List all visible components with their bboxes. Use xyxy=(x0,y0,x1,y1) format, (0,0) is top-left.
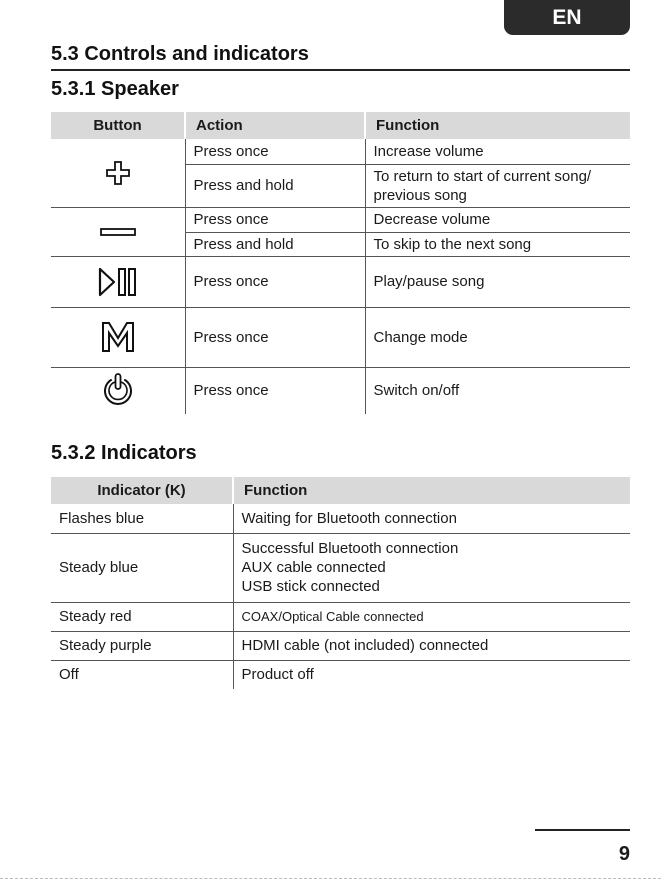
indicators-table-header xyxy=(51,477,630,504)
action-cell: Press once xyxy=(185,139,365,164)
function-cell: To return to start of current song/ previous song xyxy=(365,164,630,207)
table-row xyxy=(51,307,630,367)
function-cell: Decrease volume xyxy=(365,207,630,232)
function-cell: To skip to the next song xyxy=(365,232,630,256)
function-cell: Waiting for Bluetooth connection xyxy=(233,504,630,533)
button-cell xyxy=(51,307,185,367)
speaker-controls-table xyxy=(51,112,630,414)
function-cell: Product off xyxy=(233,660,630,689)
minus-icon xyxy=(99,226,137,238)
function-cell: HDMI cable (not included) connected xyxy=(233,631,630,660)
indicator-cell: Steady purple xyxy=(51,631,233,660)
action-cell: Press and hold xyxy=(185,232,365,256)
table-row xyxy=(51,367,630,414)
button-cell xyxy=(51,139,185,207)
footer-rule xyxy=(535,829,630,831)
header-function: Function xyxy=(233,477,630,504)
function-cell: Play/pause song xyxy=(365,256,630,307)
page-edge-dashes xyxy=(0,878,661,880)
action-cell: Press and hold xyxy=(185,164,365,207)
play-pause-icon xyxy=(97,267,139,297)
action-cell: Press once xyxy=(185,256,365,307)
indicator-cell: Off xyxy=(59,666,79,684)
button-cell xyxy=(51,367,185,414)
table-row xyxy=(51,504,630,533)
function-cell: COAX/Optical Cable connected xyxy=(233,602,630,631)
table-row xyxy=(51,660,630,689)
button-cell xyxy=(51,256,185,307)
header-function: Function xyxy=(365,112,630,139)
action-cell: Press once xyxy=(185,207,365,232)
indicator-cell: Steady red xyxy=(51,602,233,631)
section-title: 5.3 Controls and indicators xyxy=(51,43,309,65)
function-cell: Switch on/off xyxy=(365,367,630,414)
indicator-cell: Steady blue xyxy=(51,533,233,602)
table-row xyxy=(51,602,630,631)
function-line: AUX cable connected xyxy=(241,559,386,576)
page-number: 9 xyxy=(618,843,630,865)
header-button: Button xyxy=(51,112,185,139)
action-cell: Press once xyxy=(185,307,365,367)
table-row xyxy=(51,256,630,307)
indicators-table xyxy=(51,477,630,689)
action-cell: Press once xyxy=(185,367,365,414)
function-cell: Change mode xyxy=(365,307,630,367)
mode-m-icon xyxy=(100,321,136,353)
table-row xyxy=(51,533,630,602)
table-row xyxy=(51,139,630,164)
speaker-table-header xyxy=(51,112,630,139)
table-row xyxy=(51,631,630,660)
header-action: Action xyxy=(185,112,365,139)
table-row xyxy=(51,207,630,232)
function-line: USB stick connected xyxy=(241,578,380,595)
function-cell: Increase volume xyxy=(365,139,630,164)
indicators-title: 5.3.2 Indicators xyxy=(51,442,197,464)
power-icon xyxy=(99,372,137,410)
header-indicator: Indicator (K) xyxy=(51,477,233,504)
title-rule xyxy=(51,69,630,71)
speaker-title: 5.3.1 Speaker xyxy=(51,78,179,100)
language-tab: EN xyxy=(504,0,630,35)
indicator-cell: Flashes blue xyxy=(51,504,233,533)
function-cell xyxy=(233,533,630,602)
function-line: Successful Bluetooth connection xyxy=(241,540,459,557)
button-cell xyxy=(51,207,185,256)
plus-icon xyxy=(105,160,131,186)
